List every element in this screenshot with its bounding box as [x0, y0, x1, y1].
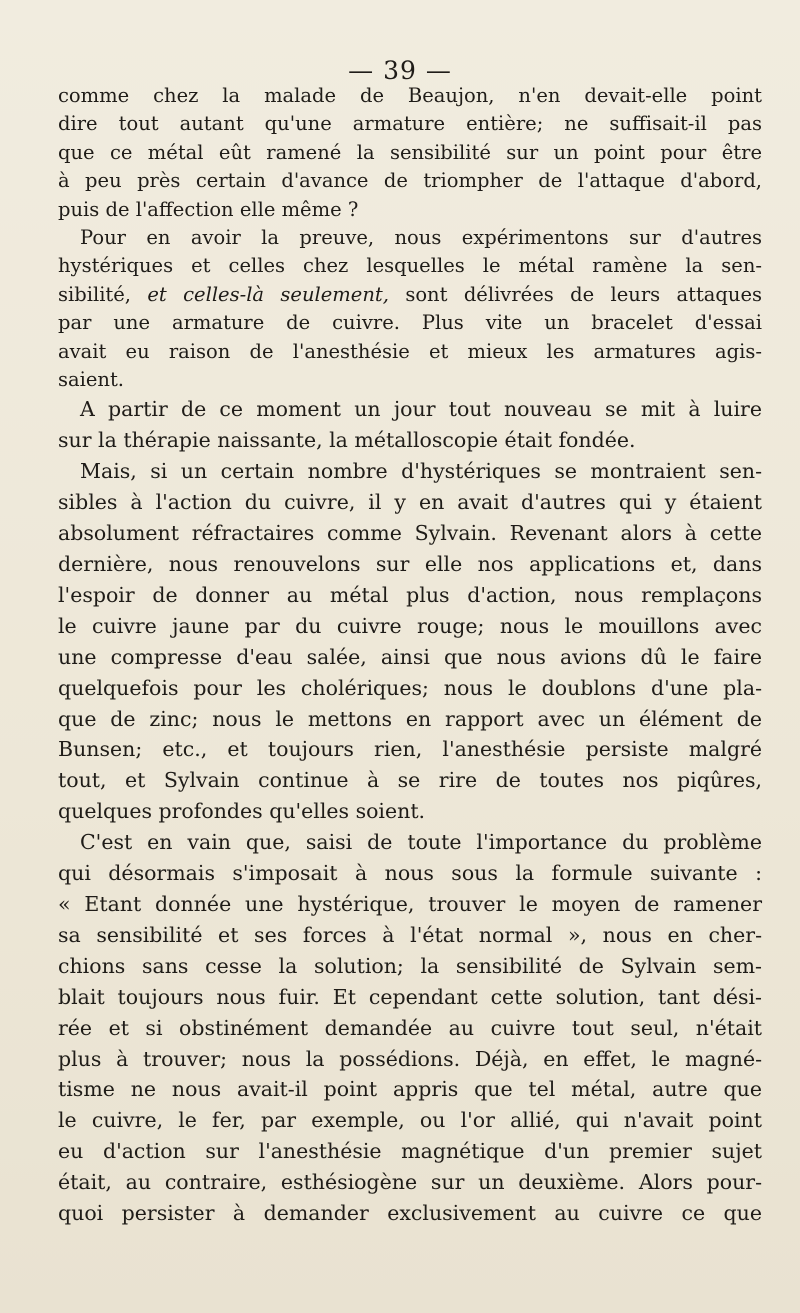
text-line: sur la thérapie naissante, la métalloscopie était fondée. [58, 428, 636, 453]
page-number: — 39 — [348, 56, 452, 85]
text-line: avait eu raison de l'anesthésie et mieux les armatures agis- [58, 339, 762, 363]
text-line: sibles à l'action du cuivre, il y en avait d'autres qui y étaient [58, 490, 762, 515]
text-line: qui désormais s'imposait à nous sous la formule suivante : [58, 861, 762, 886]
text-line: comme chez la malade de Beaujon, n'en devait-elle point [58, 84, 762, 107]
italic-phrase: et celles-là seulement, [147, 282, 389, 306]
text-fragment: sont délivrées de leurs attaques [405, 282, 763, 306]
text-line: par une armature de cuivre. Plus vite un bracelet d'essai [58, 311, 762, 335]
text-line: le cuivre jaune par du cuivre rouge; nous le mouillons avec [58, 613, 762, 638]
text-line: tisme ne nous avait-il point appris que tel métal, autre que [58, 1077, 762, 1102]
text-fragment: sibilité, [58, 282, 132, 306]
text-line: blait toujours nous fuir. Et cependant cette solution, tant dési- [58, 984, 762, 1009]
text-line: Pour en avoir la preuve, nous expérimentons sur d'autres [80, 226, 762, 250]
text-line: que de zinc; nous le mettons en rapport avec un élément de [58, 706, 762, 731]
text-line: quelquefois pour les cholériques; nous le doublons d'une pla- [58, 675, 762, 700]
text-line: quoi persister à demander exclusivement au cuivre ce que [58, 1201, 762, 1226]
text-line: une compresse d'eau salée, ainsi que nous avions dû le faire [58, 644, 762, 669]
text-line: hystériques et celles chez lesquelles le métal ramène la sen- [58, 254, 762, 278]
text-line: l'espoir de donner au métal plus d'action, nous remplaçons [58, 582, 762, 607]
text-line: A partir de ce moment un jour tout nouveau se mit à luire [80, 397, 762, 422]
text-line: était, au contraire, esthésiogène sur un deuxième. Alors pour- [58, 1170, 762, 1195]
text-line: puis de l'affection elle même ? [58, 197, 359, 221]
paragraph-2 [58, 224, 762, 394]
paragraph-1 [58, 82, 762, 224]
body-text [58, 82, 762, 1229]
text-line: quelques profondes qu'elles soient. [58, 799, 426, 824]
text-line: que ce métal eût ramené la sensibilité sur un point pour être [58, 140, 762, 164]
text-line: dire tout autant qu'une armature entière; ne suffisait-il pas [58, 112, 762, 136]
text-line: eu d'action sur l'anesthésie magnétique d'un premier sujet [58, 1139, 762, 1164]
text-line: Mais, si un certain nombre d'hystériques se montraient sen- [80, 459, 762, 484]
text-line: saient. [58, 368, 125, 392]
text-line: le cuivre, le fer, par exemple, ou l'or allié, qui n'avait point [58, 1108, 762, 1133]
text-line: chions sans cesse la solution; la sensibilité de Sylvain sem- [58, 953, 762, 978]
paragraph-5 [58, 827, 762, 1229]
text-line-with-italic [58, 281, 762, 309]
text-line: « Etant donnée une hystérique, trouver le moyen de ramener [58, 891, 762, 916]
text-line: absolument réfractaires comme Sylvain. Revenant alors à cette [58, 521, 762, 546]
lower-text-block [58, 394, 762, 1228]
text-line: C'est en vain que, saisi de toute l'importance du problème [80, 830, 762, 855]
text-line: rée et si obstinément demandée au cuivre tout seul, n'était [58, 1015, 762, 1040]
text-line: à peu près certain d'avance de triompher de l'attaque d'abord, [58, 169, 762, 193]
paragraph-3 [58, 394, 762, 456]
text-line: dernière, nous renouvelons sur elle nos applications et, dans [58, 552, 762, 576]
text-line: Bunsen; etc., et toujours rien, l'anesthésie persiste malgré [58, 737, 762, 762]
text-line: plus à trouver; nous la possédions. Déjà, en effet, le magné- [58, 1046, 762, 1071]
text-line: tout, et Sylvain continue à se rire de toutes nos piqûres, [58, 768, 762, 793]
paragraph-4 [58, 456, 762, 827]
text-line: sa sensibilité et ses forces à l'état normal », nous en cher- [58, 922, 762, 947]
upper-text-block [58, 82, 762, 394]
